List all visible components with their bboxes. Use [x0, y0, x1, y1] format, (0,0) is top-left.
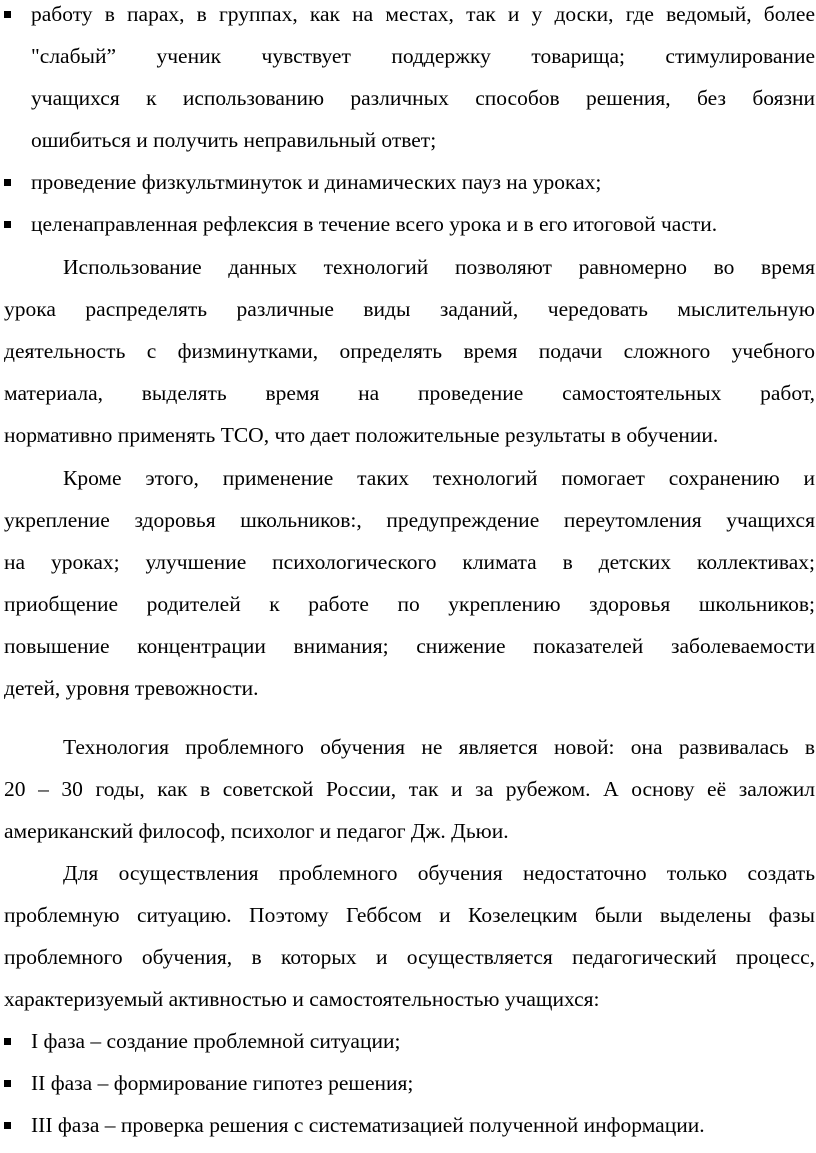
paragraph-line: Технология проблемного обучения не является новой: она развивалась в — [63, 735, 815, 759]
paragraph-line: проблемную ситуацию. Поэтому Геббсом и Козелецким были выделены фазы — [4, 903, 815, 927]
bullet-marker — [4, 179, 11, 186]
paragraph-line: приобщение родителей к работе по укреплению здоровья школьников; — [4, 592, 815, 616]
phase-item: I фаза – создание проблемной ситуации; — [31, 1029, 401, 1053]
bullet-marker — [4, 221, 11, 228]
phase-item: III фаза – проверка решения с систематизацией полученной информации. — [31, 1113, 705, 1137]
bullet-item-line: проведение физкультминуток и динамических пауз на уроках; — [31, 170, 602, 194]
paragraph-line: детей, уровня тревожности. — [4, 676, 259, 700]
paragraph-line: 20 – 30 годы, как в советской России, так и за рубежом. А основу её заложил — [4, 777, 815, 801]
bullet-item-line: учащихся к использованию различных способов решения, без боязни — [31, 86, 815, 110]
paragraph-line: на уроках; улучшение психологического климата в детских коллективах; — [4, 550, 815, 574]
paragraph-line: материала, выделять время на проведение самостоятельных работ, — [4, 381, 815, 405]
bullet-item-line: работу в парах, в группах, как на местах, так и у доски, где ведомый, более — [31, 2, 815, 26]
paragraph-line: американский философ, психолог и педагог Дж. Дьюи. — [4, 819, 509, 843]
paragraph-line: нормативно применять ТСО, что дает положительные результаты в обучении. — [4, 423, 719, 447]
paragraph-line: повышение концентрации внимания; снижение показателей заболеваемости — [4, 634, 815, 658]
bullet-item-line: "слабый” ученик чувствует поддержку товарища; стимулирование — [31, 44, 815, 68]
paragraph-line: урока распределять различные виды заданий, чередовать мыслительную — [4, 297, 815, 321]
paragraph-line: Кроме этого, применение таких технологий помогает сохранению и — [63, 466, 815, 490]
paragraph-line: деятельность с физминутками, определять время подачи сложного учебного — [4, 339, 815, 363]
paragraph-line: Для осуществления проблемного обучения недостаточно только создать — [63, 861, 815, 885]
paragraph-line: характеризуемый активностью и самостоятельностью учащихся: — [4, 987, 600, 1011]
phase-item: II фаза – формирование гипотез решения; — [31, 1071, 414, 1095]
bullet-marker — [4, 11, 11, 18]
bullet-marker — [4, 1080, 11, 1087]
bullet-marker — [4, 1122, 11, 1129]
paragraph-line: проблемного обучения, в которых и осуществляется педагогический процесс, — [4, 945, 815, 969]
paragraph-line: укрепление здоровья школьников:, предупреждение переутомления учащихся — [4, 508, 815, 532]
bullet-marker — [4, 1038, 11, 1045]
bullet-item-line: ошибиться и получить неправильный ответ; — [31, 128, 437, 152]
paragraph-line: Использование данных технологий позволяют равномерно во время — [63, 255, 815, 279]
bullet-item-line: целенаправленная рефлексия в течение всего урока и в его итоговой части. — [31, 212, 718, 236]
